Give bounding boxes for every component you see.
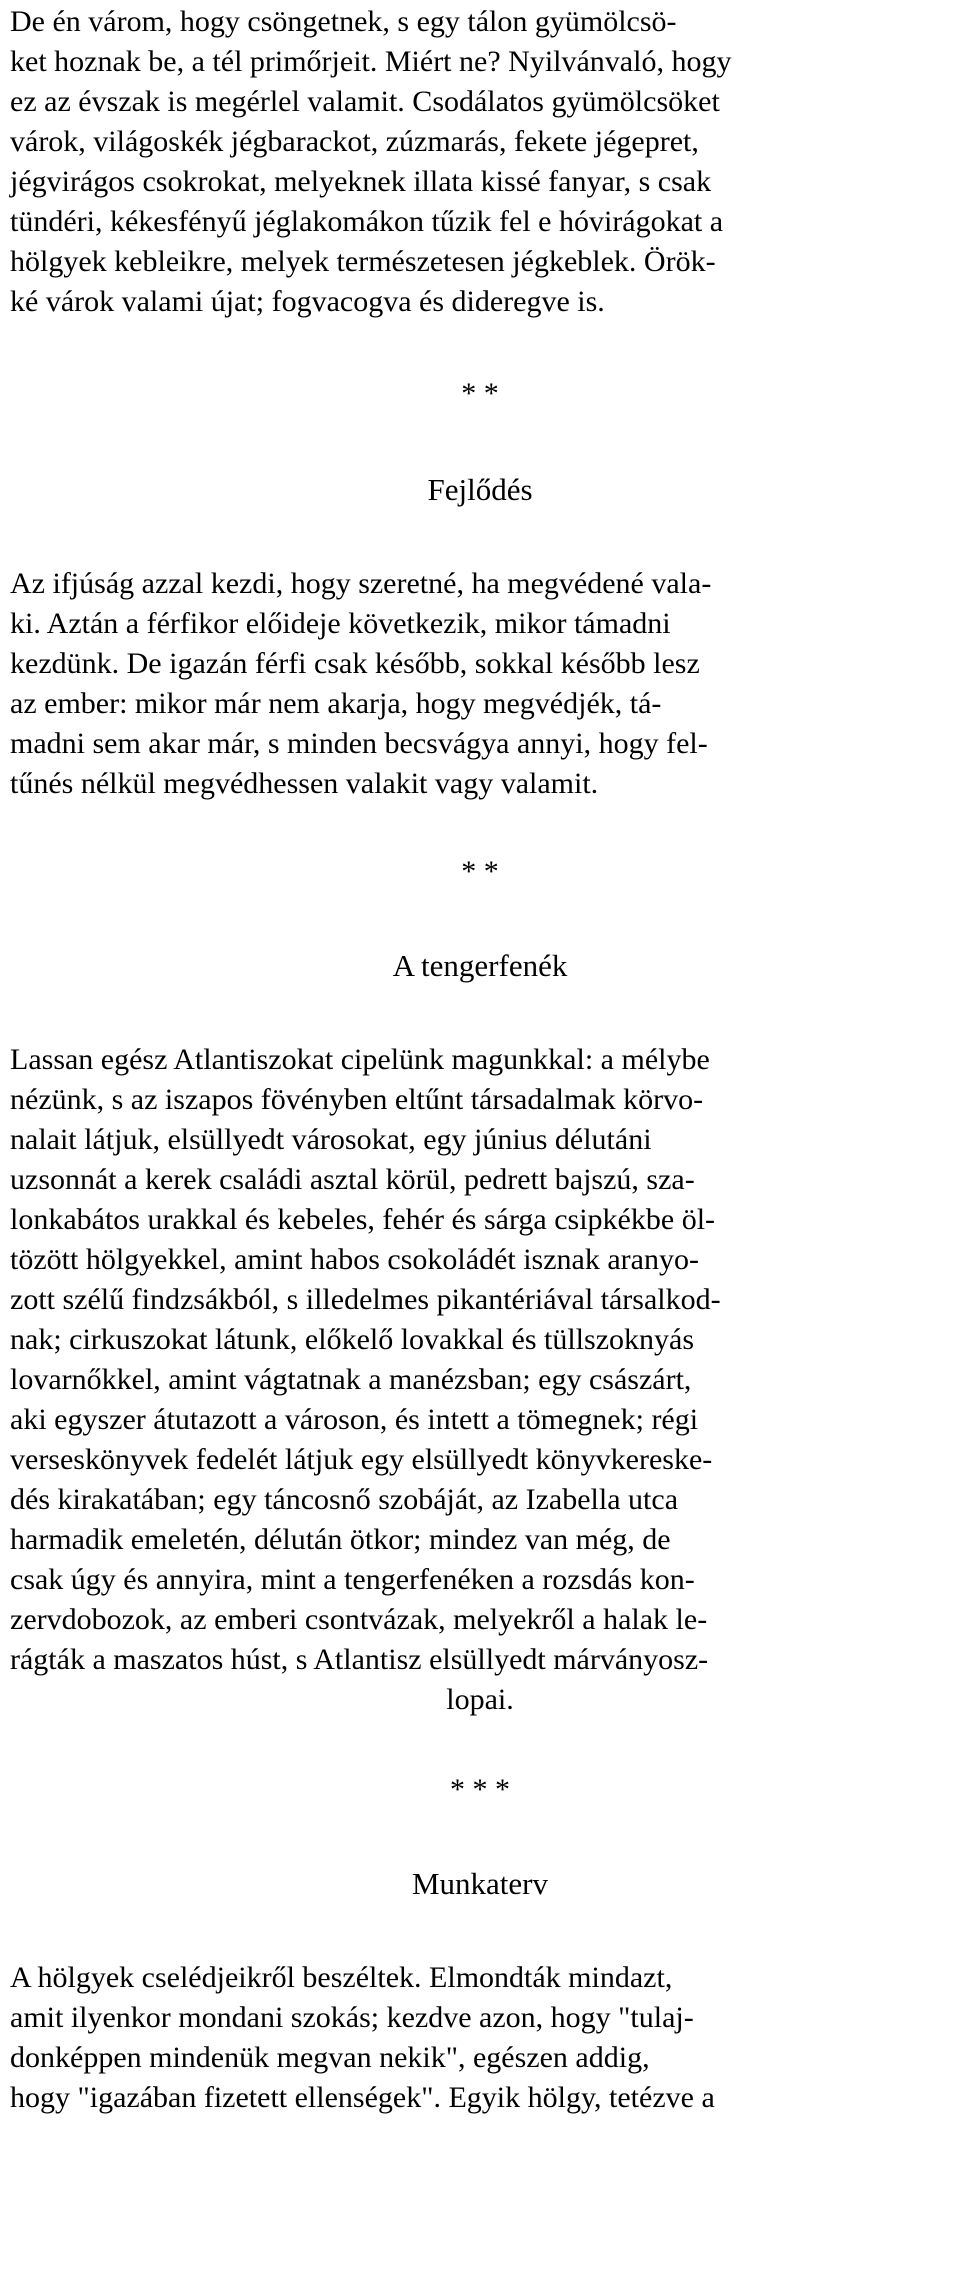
- text-line: hogy "igazában fizetett ellenségek". Egyik hölgy, tetézve a: [10, 2081, 715, 2114]
- text-line: dés kirakatában; egy táncosnő szobáját, az Izabella utca: [10, 1483, 679, 1516]
- text-line: Az ifjúság azzal kezdi, hogy szeretné, ha megvédené vala-: [10, 567, 712, 600]
- text-line: nézünk, s az iszapos fövényben eltűnt társadalmak körvo-: [10, 1083, 704, 1116]
- text-line: lonkabátos urakkal és kebeles, fehér és sárga csipkékbe öl-: [10, 1203, 716, 1236]
- text-line: tözött hölgyekkel, amint habos csokoládét isznak aranyo-: [10, 1243, 699, 1276]
- text-line: tűnés nélkül megvédhessen valakit vagy valamit.: [10, 767, 599, 800]
- text-line: uzsonnát a kerek családi asztal körül, pedrett bajszú, sza-: [10, 1163, 695, 1196]
- text-line: donképpen mindenük megvan nekik", egészen addig,: [10, 2041, 650, 2074]
- text-line: lovarnőkkel, amint vágtatnak a manézsban; egy császárt,: [10, 1363, 692, 1396]
- text-line: az ember: mikor már nem akarja, hogy megvédjék, tá-: [10, 687, 662, 720]
- text-line: nak; cirkuszokat látunk, előkelő lovakkal és tüllszoknyás: [10, 1323, 694, 1356]
- text-line: várok, világoskék jégbarackot, zúzmarás, fekete jégepret,: [10, 125, 699, 158]
- text-line: aki egyszer átutazott a városon, és intett a tömegnek; régi: [10, 1403, 699, 1436]
- text-line: madni sem akar már, s minden becsvágya annyi, hogy fel-: [10, 727, 708, 760]
- text-line: jégvirágos csokrokat, melyeknek illata kissé fanyar, s csak: [10, 165, 712, 198]
- text-line: harmadik emeletén, délután ötkor; mindez van még, de: [10, 1523, 671, 1556]
- text-line: hölgyek kebleikre, melyek természetesen jégkeblek. Örök-: [10, 245, 716, 278]
- text-line: ez az évszak is megérlel valamit. Csodálatos gyümölcsöket: [10, 85, 720, 118]
- text-line: verseskönyvek fedelét látjuk egy elsüllyedt könyvkereske-: [10, 1443, 713, 1476]
- text-line: ket hoznak be, a tél primőrjeit. Miért ne? Nyilvánvaló, hogy: [10, 45, 732, 78]
- text-line: nalait látjuk, elsüllyedt városokat, egy június délutáni: [10, 1123, 652, 1156]
- section-separator: * *: [461, 377, 499, 410]
- section-title-munkaterv: Munkaterv: [411, 1866, 549, 1901]
- section-separator: * *: [461, 855, 499, 888]
- text-line: A hölgyek cselédjeikről beszéltek. Elmondták mindazt,: [10, 1961, 673, 1994]
- text-line: ké várok valami újat; fogvacogva és dideregve is.: [10, 285, 605, 318]
- text-line: lopai.: [446, 1683, 514, 1716]
- text-line: De én várom, hogy csöngetnek, s egy tálon gyümölcsö-: [10, 5, 677, 38]
- text-line: zervdobozok, az emberi csontvázak, melyekről a halak le-: [10, 1603, 708, 1636]
- text-line: tündéri, kékesfényű jéglakomákon tűzik fel e hóvirágokat a: [10, 205, 724, 238]
- section-separator: * * *: [450, 1773, 510, 1806]
- text-line: Lassan egész Atlantiszokat cipelünk magunkkal: a mélybe: [10, 1043, 710, 1076]
- section-title-tengerfenek: A tengerfenék: [392, 948, 568, 983]
- section-title-fejlodes: Fejlődés: [427, 472, 533, 507]
- text-line: rágták a maszatos húst, s Atlantisz elsüllyedt márványosz-: [10, 1643, 709, 1676]
- text-line: kezdünk. De igazán férfi csak később, sokkal később lesz: [10, 647, 700, 680]
- text-line: csak úgy és annyira, mint a tengerfenéken a rozsdás kon-: [10, 1563, 695, 1596]
- text-line: amit ilyenkor mondani szokás; kezdve azon, hogy "tulaj-: [10, 2001, 694, 2034]
- text-line: zott szélű findzsákból, s illedelmes pikantériával társalkod-: [10, 1283, 721, 1316]
- text-line: ki. Aztán a férfikor előideje következik, mikor támadni: [10, 607, 671, 640]
